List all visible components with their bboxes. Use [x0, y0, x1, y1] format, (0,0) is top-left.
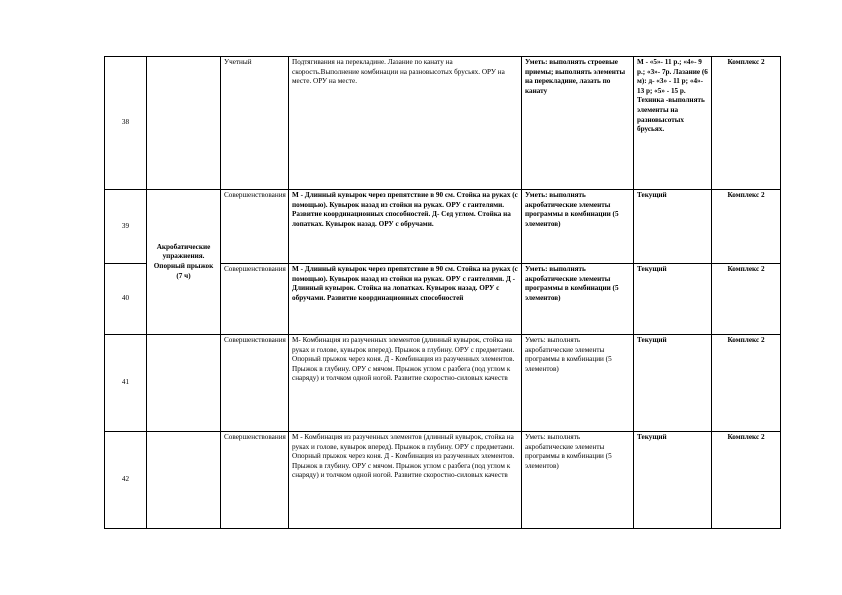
lesson-homework: Комплекс 2: [712, 57, 781, 190]
lesson-number: 42: [105, 432, 147, 529]
lesson-number: 39: [105, 190, 147, 264]
lesson-type: Совершенствования: [221, 335, 289, 432]
lesson-requirements: Уметь: выполнять акробатические элементы программы в комбинации (5 элементов): [522, 190, 634, 264]
lesson-homework: Комплекс 2: [712, 264, 781, 335]
lesson-requirements: Уметь: выполнять акробатические элементы программы в комбинации (5 элементов): [522, 335, 634, 432]
lesson-content: М - Длинный кувырок через препятствие в 90 см. Стойка на руках (с помощью). Кувырок назад из стойки на руках. ОРУ с гантелями. Д - Длинный кувырок. Стойка на лопатках. Кувырок назад. ОРУ с обручами. Развитие координационных способностей: [289, 264, 522, 335]
lesson-number: 40: [105, 264, 147, 335]
lesson-content: Подтягивания на перекладине. Лазание по канату на скорость.Выполнение комбинации на разновысотых брусьях. ОРУ на месте. ОРУ на месте.: [289, 57, 522, 190]
lesson-plan-table: [104, 56, 781, 529]
section-title: Акробатические упражнения. Опорный прыжок (7 ч): [147, 190, 221, 335]
lesson-homework: Комплекс 2: [712, 190, 781, 264]
lesson-type: Совершенствования: [221, 190, 289, 264]
lesson-control: Текущий: [634, 190, 712, 264]
section-cell-empty: [147, 57, 221, 190]
lesson-number: 41: [105, 335, 147, 432]
lesson-control: Текущий: [634, 432, 712, 529]
lesson-homework: Комплекс 2: [712, 335, 781, 432]
lesson-requirements: Уметь: выполнять акробатические элементы программы в комбинации (5 элементов): [522, 264, 634, 335]
table-row: [105, 335, 781, 432]
lesson-control: М - «5»- 11 р.; «4»- 9 р.; «3»- 7р. Лазание (6 м): д- «3» - 11 р; «4»- 13 р; «5» - 15 р. Техника -выполнять элементы на разновысотых брусьях.: [634, 57, 712, 190]
section-cell-empty: [147, 432, 221, 529]
lesson-control: Текущий: [634, 264, 712, 335]
lesson-type: Учетный: [221, 57, 289, 190]
table-row: [105, 57, 781, 190]
lesson-content: М - Длинный кувырок через препятствие в 90 см. Стойка на руках (с помощью). Кувырок назад из стойки на руках. ОРУ с гантелями. Развитие координационных способностей. Д- Сед углом. Стойка на лопатках. Кувырок назад. ОРУ с обручами.: [289, 190, 522, 264]
lesson-requirements: Уметь: выполнять акробатические элементы программы в комбинации (5 элементов): [522, 432, 634, 529]
lesson-requirements: Уметь: выполнять строевые приемы; выполнять элементы на перекладине, лазать по канату: [522, 57, 634, 190]
lesson-content: М- Комбинация из разученных элементов (длинный кувырок, стойка на руках и голове, кувырок вперед). Прыжок в глубину. ОРУ с предметами. Опорный прыжок через коня. Д - Комбинация из разученных элементов. Прыжок в глубину. ОРУ с мячом. Прыжок углом с разбега (под углом к снаряду) и толчком одной ногой. Развитие скоростно-силовых качеств: [289, 335, 522, 432]
table-row: [105, 190, 781, 264]
lesson-type: Совершенствования: [221, 432, 289, 529]
lesson-content: М - Комбинация из разученных элементов (длинный кувырок, стойка на руках и голове, кувырок вперед). Прыжок в глубину. ОРУ с предметами. Опорный прыжок через коня. Д - Комбинация из разученных элементов. Прыжок в глубину. ОРУ с мячом. Прыжок углом с разбега (под углом к снаряду) и толчком одной ногой. Развитие скоростно-силовых качеств: [289, 432, 522, 529]
lesson-homework: Комплекс 2: [712, 432, 781, 529]
lesson-type: Совершенствования: [221, 264, 289, 335]
lesson-control: Текущий: [634, 335, 712, 432]
table-row: [105, 432, 781, 529]
lesson-number: 38: [105, 57, 147, 190]
section-cell-empty: [147, 335, 221, 432]
